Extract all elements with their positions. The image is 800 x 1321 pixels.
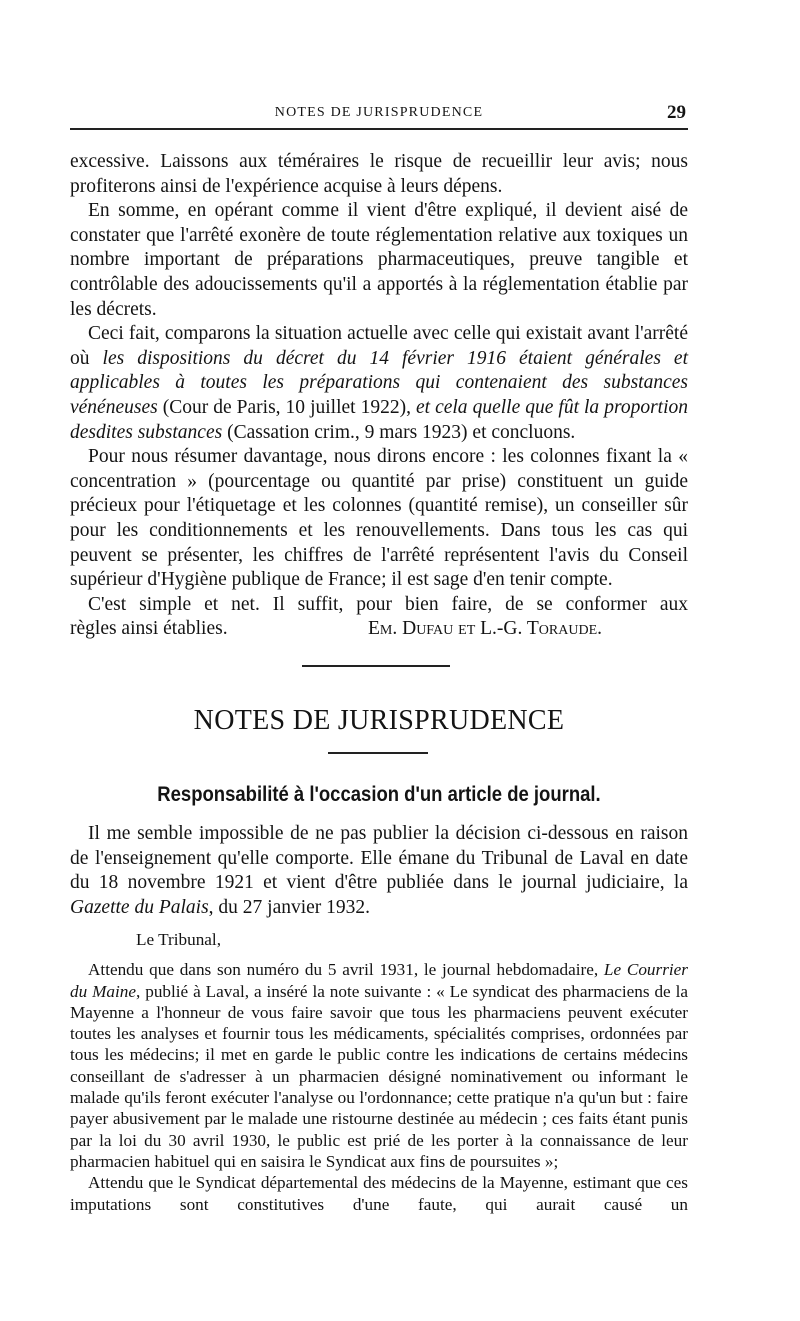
signature-line — [70, 617, 688, 642]
comparison-text-2: (Cour de Paris, 10 juillet 1922), — [157, 396, 416, 418]
comparison-text-3: (Cassation crim., 9 mars 1923) et concluons. — [222, 421, 576, 443]
intro-italic: Gazette du Palais — [70, 896, 209, 918]
paragraph-comparison — [70, 322, 688, 445]
header-rule — [70, 128, 688, 130]
ruling-text-1: Attendu que dans son numéro du 5 avril 1931, le journal hebdomadaire, — [88, 960, 604, 980]
paragraph-closing: C'est simple et net. Il suffit, pour bien faire, de se conformer aux — [88, 593, 688, 615]
body-text-top — [70, 150, 688, 642]
ruling-paragraph-2: Attendu que le Syndicat départemental des médecins de la Mayenne, estimant que ces imputations sont constitutives d'une faute, qui aurait causé un — [70, 1173, 688, 1214]
section-separator-top — [302, 665, 450, 667]
paragraph-intro — [70, 822, 688, 920]
section-title: NOTES DE JURISPRUDENCE — [193, 705, 565, 736]
page-number: 29 — [667, 102, 686, 123]
section-separator-bottom — [328, 752, 428, 754]
intro-text-2: , du 27 janvier 1932. — [208, 896, 371, 918]
ruling-paragraph-1 — [70, 959, 688, 1172]
comparison-italic-1: les dispositions du décret du 14 février 1916 étaient générales et applicables à toutes les préparations qui contenaient des substances vénéneuses — [70, 347, 688, 418]
intro-text-1: Il me semble impossible de ne pas publier la décision ci-dessous en raison de l'enseignement qu'elle comporte. Elle émane du Tribunal de Laval en date du 18 novembre 1921 et vient d'être publiée dans le journal judiciaire, la — [70, 823, 688, 894]
paragraph-excessive: excessive. Laissons aux téméraires le risque de recueillir leur avis; nous profiterons ainsi de l'expérience acquise à leurs dépens. — [70, 151, 688, 197]
comparison-italic-2: et cela quelle que fût la proportion desdites substances — [70, 396, 688, 443]
closing-last-line: règles ainsi établies. — [70, 618, 228, 640]
ruling-text-2: , publié à Laval, a inséré la note suivante : « Le syndicat des pharmaciens de la Mayenne a l'honneur de vous faire savoir que tous les pharmaciens peuvent exécuter toutes les analyses et fournir tous les médicaments, spécialités comprises, ordonnées par tous les médecins; il met en garde le public contre les indications de certains médecins conseillant de s'adresser à un pharmacien désigné nominativement ou informant le malade qu'ils feront exécuter l'analyse ou l'ordonnance; cette pratique n'a qu'un but : faire payer abusivement par le malade une ristourne destinée au médecin ; ces faits étant punis par la loi du 30 avril 1930, le public est prié de les porter à la connaissance de leur pharmacien habituel qui en saisira le Syndicat aux fins de poursuites »; — [70, 981, 688, 1171]
body-text-ruling — [70, 929, 688, 1215]
tribunal-heading: Le Tribunal, — [136, 930, 221, 949]
comparison-text-1: Ceci fait, comparons la situation actuelle avec celle qui existait avant l'arrêté où — [70, 323, 688, 369]
ruling-italic: Le Courrier du Maine — [70, 960, 688, 1001]
body-text-article — [70, 822, 688, 920]
running-header — [70, 103, 688, 125]
author-signature: Em. Dufau et L.-G. Toraude. — [368, 618, 603, 640]
running-title: NOTES DE JURISPRUDENCE — [274, 105, 484, 120]
paragraph-en-somme: En somme, en opérant comme il vient d'être expliqué, il devient aisé de constater que l'arrêté exonère de toute réglementation relative aux toxiques un nombre important de préparations pharmaceutiques, preuve tangible et contrôlable des adoucissements qu'il a apportés à la réglementation établie par les décrets. — [70, 200, 688, 320]
paragraph-summary: Pour nous résumer davantage, nous dirons encore : les colonnes fixant la « concentration » (pourcentage ou quantité par prise) constituent un guide précieux pour l'étiquetage et les colonnes (quantité remise), un conseiller sûr pour les conditionnements et les renouvellements. Dans tous les cas qui peuvent se présenter, les chiffres de l'arrêté représentent l'avis du Conseil supérieur d'Hygiène publique de France; il est sage d'en tenir compte. — [70, 446, 688, 591]
article-title: Responsabilité à l'occasion d'un article de journal. — [157, 782, 601, 806]
